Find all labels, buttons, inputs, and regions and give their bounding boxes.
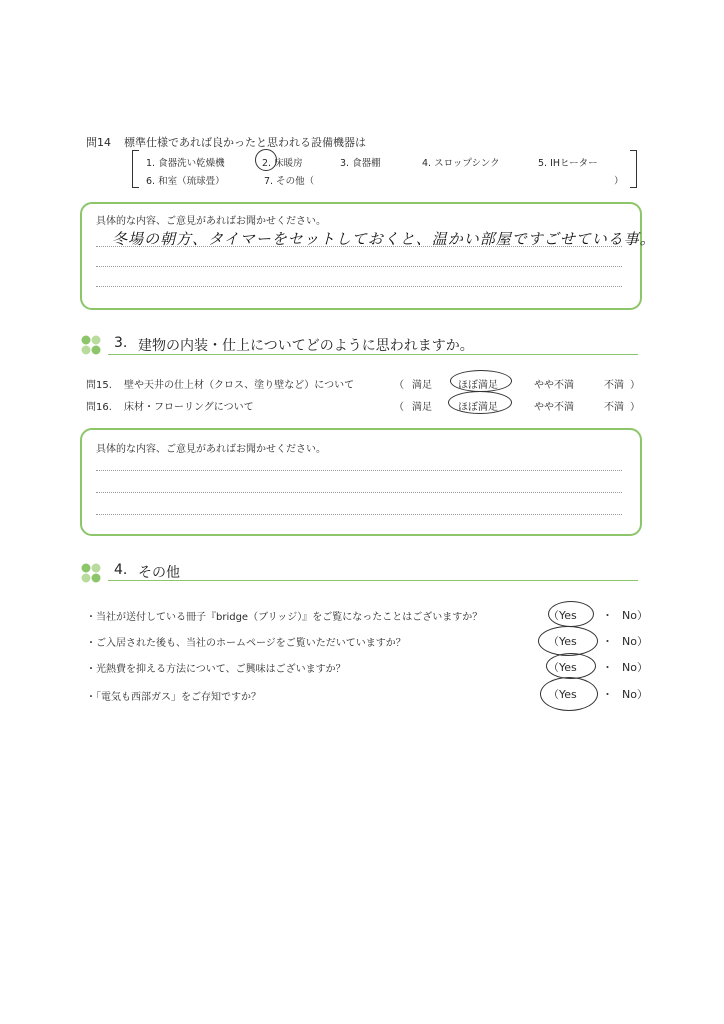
q14-option-6: 6. 和室（琉球畳） (146, 176, 225, 187)
clover-icon (80, 334, 102, 356)
q15-close-paren: ） (630, 380, 640, 391)
q15-option-mostly-satisfied: ほぼ満足 (458, 380, 498, 391)
other-question-3-yes-circle-mark (546, 653, 596, 679)
other-question-1-no: No） (622, 609, 648, 622)
comment-box-1-line-2 (96, 266, 622, 267)
other-question-3-no: No） (622, 661, 648, 674)
q15-option-dissatisfied: 不満 (604, 380, 624, 391)
section-3-number: 3. (114, 335, 128, 351)
q15-selected-circle-mark (450, 370, 512, 392)
other-question-2-yes: （Yes (548, 635, 577, 648)
section-3-underline (108, 354, 638, 355)
section-4-number: 4. (114, 562, 128, 578)
other-question-4-yes-circle-mark (540, 677, 598, 711)
other-question-3-yes: （Yes (548, 661, 577, 674)
q14-option-4: 4. スロップシンク (422, 158, 500, 169)
q15-option-somewhat-dissatisfied: やや不満 (534, 380, 574, 391)
q14-option-7: 7. その他（ (264, 176, 315, 187)
q14-option-3: 3. 食器棚 (340, 158, 381, 169)
comment-box-2-prompt: 具体的な内容、ご意見があればお聞かせください。 (96, 444, 326, 455)
other-question-4-separator: ・ (602, 688, 613, 701)
q14-option-1: 1. 食器洗い乾燥機 (146, 158, 225, 169)
q15-open-paren: （ (394, 380, 404, 391)
q14-option-2-circle-mark (255, 149, 277, 171)
other-question-2-no: No） (622, 635, 648, 648)
other-question-3-separator: ・ (602, 661, 613, 674)
q16-open-paren: （ (394, 402, 404, 413)
comment-box-2-line-3 (96, 514, 622, 515)
q16-option-somewhat-dissatisfied: やや不満 (534, 402, 574, 413)
q14-option-5: 5. IHヒーター (538, 158, 598, 169)
comment-box-1-line-1 (96, 246, 622, 247)
q14-option-7-close: ） (614, 176, 624, 187)
q16-option-mostly-satisfied: ほぼ満足 (458, 402, 498, 413)
q14-bracket-left (132, 150, 139, 188)
q16-close-paren: ） (630, 402, 640, 413)
other-question-4-yes: （Yes (548, 688, 577, 701)
q14-option-2: 2. 床暖房 (262, 158, 303, 169)
section-4-title: その他 (138, 565, 180, 581)
section-3-title: 建物の内装・仕上についてどのように思われますか。 (138, 338, 474, 354)
other-question-1-yes-circle-mark (548, 601, 594, 627)
q16-option-satisfied: 満足 (412, 402, 432, 413)
clover-icon (80, 562, 102, 584)
q15-label: 問15. (86, 380, 112, 391)
other-question-3: ・光熱費を抑える方法について、ご興味はございますか？ (86, 664, 346, 675)
section-4-underline (108, 580, 638, 581)
other-question-1-separator: ・ (602, 609, 613, 622)
q14-question: 標準仕様であれば良かったと思われる設備機器は (124, 136, 366, 149)
other-question-2-separator: ・ (602, 635, 613, 648)
q16-label: 問16. (86, 402, 112, 413)
other-question-2: ・ご入居された後も、当社のホームページをご覧いただいていますか？ (86, 638, 406, 649)
q15-question: 壁や天井の仕上材（クロス、塗り壁など）について (124, 380, 355, 391)
other-question-1: ・当社が送付している冊子『bridge（ブリッジ）』をご覧になったことはございますか？ (86, 612, 483, 623)
comment-box-2-line-1 (96, 470, 622, 471)
q14-label: 問14 (86, 136, 111, 149)
q15-option-satisfied: 満足 (412, 380, 432, 391)
q16-option-dissatisfied: 不満 (604, 402, 624, 413)
q14-bracket-right (630, 150, 637, 188)
q16-selected-circle-mark (448, 391, 512, 414)
other-question-4-no: No） (622, 688, 648, 701)
comment-box-1-handwritten-answer: 冬場の朝方、タイマーをセットしておくと、温かい部屋ですごせている事。 (112, 230, 656, 248)
other-question-4: ・「電気も西部ガス」をご存知ですか？ (86, 692, 261, 703)
other-question-2-yes-circle-mark (538, 626, 598, 656)
comment-box-1-line-3 (96, 286, 622, 287)
q16-question: 床材・フローリングについて (124, 402, 254, 413)
comment-box-2-line-2 (96, 492, 622, 493)
comment-box-1-prompt: 具体的な内容、ご意見があればお聞かせください。 (96, 216, 326, 227)
other-question-1-yes: （Yes (548, 609, 577, 622)
